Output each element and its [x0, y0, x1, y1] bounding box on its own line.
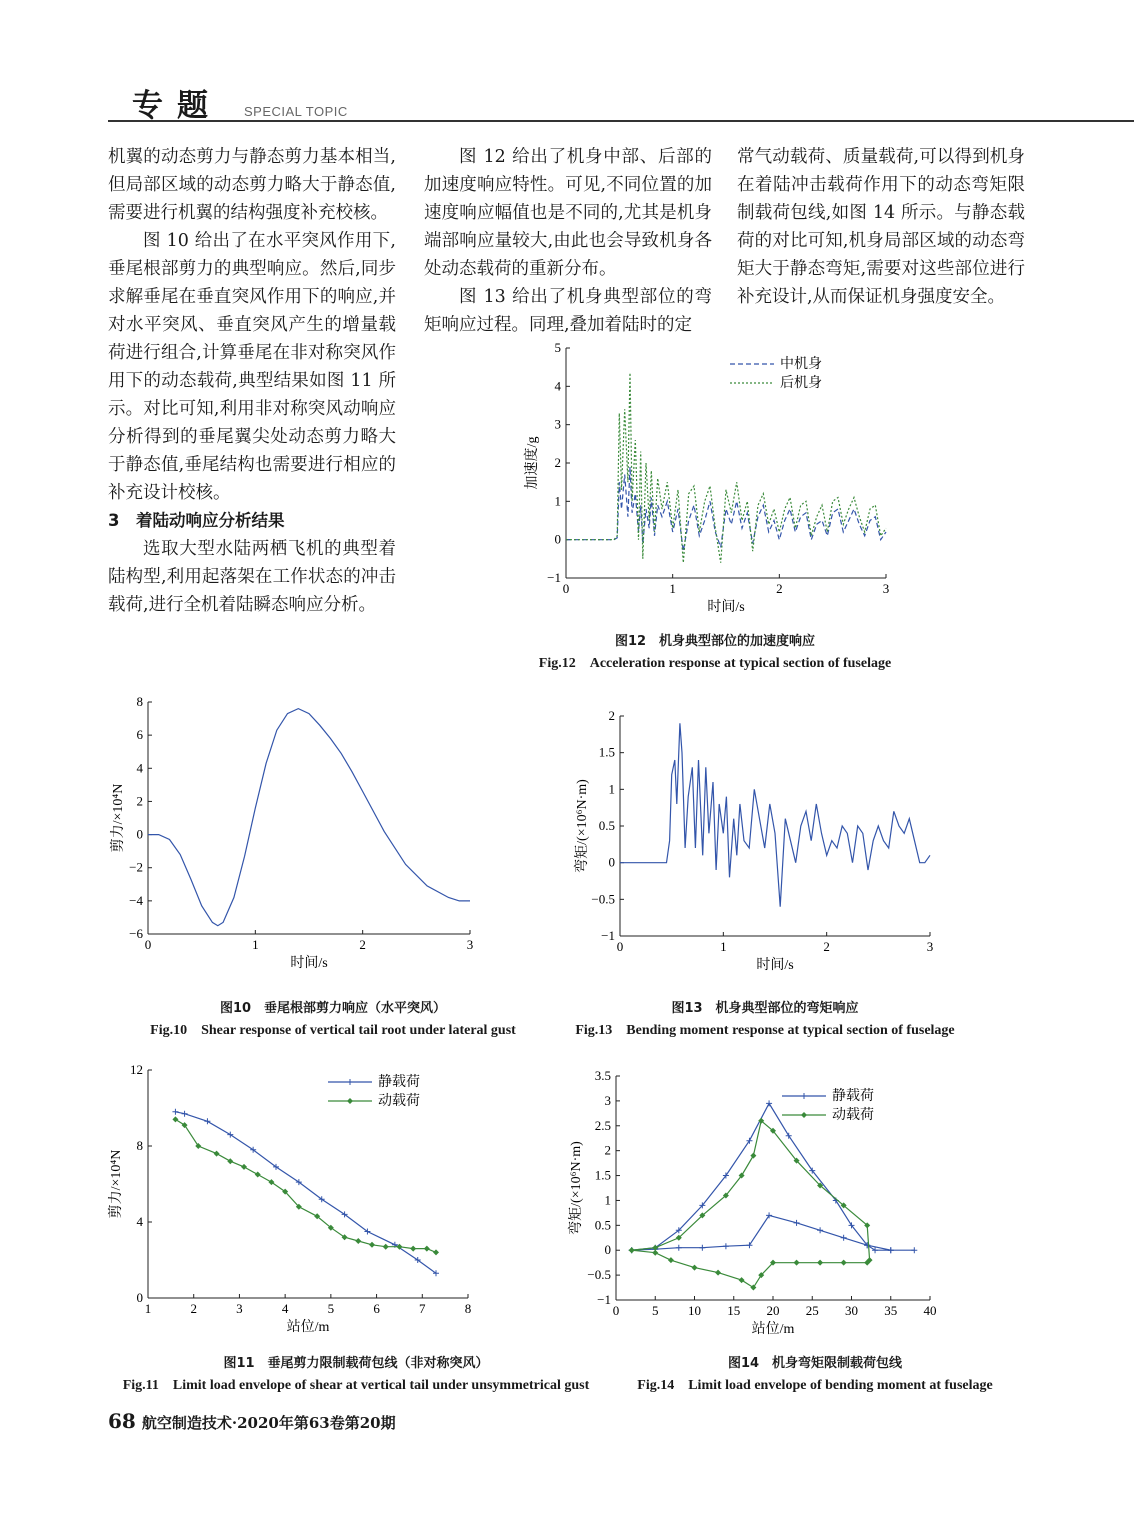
x-tick-label: 3: [926, 939, 934, 954]
y-tick-label: 2: [604, 1142, 611, 1158]
data-point: [766, 1100, 772, 1106]
y-tick-label: −1: [597, 1292, 611, 1307]
data-point: [746, 1242, 752, 1248]
series-line: [175, 1112, 436, 1274]
y-tick-label: 8: [136, 694, 143, 709]
x-tick-label: 2: [823, 939, 830, 954]
x-tick-label: 1: [144, 1301, 152, 1316]
y-tick-label: 6: [136, 727, 143, 743]
legend-label: 动载荷: [378, 1094, 420, 1109]
data-point: [715, 1270, 721, 1276]
text-column-3: [737, 143, 1025, 311]
x-tick-label: 0: [144, 937, 152, 952]
paragraph: 选取大型水陆两栖飞机的典型着陆构型,利用起落架在工作状态的冲击载荷,进行全机着陆瞬态响应分析。: [108, 539, 396, 615]
x-tick-label: 30: [845, 1303, 858, 1318]
x-tick-label: 4: [281, 1301, 289, 1316]
x-tick-label: 2: [359, 937, 366, 952]
y-tick-label: 1.5: [594, 1167, 611, 1183]
data-point: [424, 1246, 430, 1252]
legend-marker: [347, 1098, 353, 1104]
y-tick-label: 8: [136, 1138, 143, 1153]
x-tick-label: 15: [727, 1303, 741, 1318]
data-point: [214, 1151, 220, 1157]
x-tick-label: 40: [923, 1303, 937, 1318]
paragraph: 常气动载荷、质量载荷,可以得到机身在着陆冲击载荷作用下的动态弯矩限制载荷包线,如图 14 所示。与静态载荷的对比可知,机身局部区域的动态弯矩大于静态弯矩,需要对这些部位进行补充设计,从而保证机身强度安全。: [737, 147, 1025, 307]
y-tick-label: −1: [547, 570, 561, 585]
paragraph: 图 12 给出了机身中部、后部的加速度响应特性。可见,不同位置的加速度响应幅值也是不同的,尤其是机身端部响应量较大,由此也会导致机身各处动态载荷的重新分布。: [424, 147, 712, 279]
data-point: [739, 1277, 745, 1283]
y-tick-label: 0: [554, 531, 561, 547]
fig10-chart: [108, 692, 488, 978]
legend-label: 静载荷: [378, 1075, 420, 1090]
section-heading: 3 着陆动响应分析结果: [108, 511, 285, 530]
y-tick-label: 0: [608, 854, 615, 870]
x-tick-label: 5: [652, 1303, 659, 1318]
data-point: [794, 1220, 800, 1226]
data-point: [750, 1153, 756, 1159]
fig12-caption-en: Fig.12 Acceleration response at typical section of fuselage: [538, 656, 892, 671]
y-axis-label: 弯矩/(×10⁶N·m): [569, 1141, 584, 1235]
data-point: [629, 1247, 635, 1253]
data-point: [383, 1244, 389, 1250]
x-tick-label: 0: [562, 581, 570, 596]
series-line: [632, 1121, 870, 1288]
y-tick-label: 1: [604, 1192, 611, 1208]
data-point: [841, 1235, 847, 1241]
data-point: [699, 1245, 705, 1251]
data-point: [872, 1247, 878, 1253]
data-point: [723, 1243, 729, 1249]
fig13-chart: [572, 706, 942, 978]
y-axis-label: 剪力/×10⁴N: [111, 783, 126, 853]
fig10-caption-cn: 图10 垂尾根部剪力响应（水平突风）: [219, 1001, 447, 1016]
y-tick-label: 1: [608, 781, 615, 797]
data-point: [255, 1172, 261, 1178]
y-tick-label: −0.5: [591, 891, 615, 907]
y-tick-label: 0: [604, 1242, 611, 1258]
series-line: [175, 1119, 436, 1252]
paragraph: 机翼的动态剪力与静态剪力基本相当,但局部区域的动态剪力略大于静态值,需要进行机翼的结构强度补充校核。: [108, 147, 396, 223]
fig14-chart: [566, 1066, 946, 1342]
header-rule: [108, 120, 1134, 122]
y-tick-label: 4: [136, 1214, 143, 1229]
legend-label: 后机身: [780, 376, 822, 391]
y-tick-label: −0.5: [587, 1267, 611, 1283]
x-tick-label: 6: [373, 1301, 380, 1316]
legend-label: 中机身: [780, 357, 822, 372]
fig12-caption-cn: 图12 机身典型部位的加速度响应: [614, 634, 816, 649]
x-tick-label: 20: [766, 1303, 780, 1318]
x-tick-label: 7: [419, 1301, 426, 1316]
fig13-caption-cn: 图13 机身典型部位的弯矩响应: [671, 1001, 859, 1016]
page-number: 68: [108, 1409, 136, 1433]
x-tick-label: 2: [190, 1301, 197, 1316]
data-point: [676, 1245, 682, 1251]
x-tick-label: 2: [776, 581, 783, 596]
data-point: [911, 1247, 917, 1253]
header-title: 专题: [132, 88, 222, 124]
y-axis-label: 弯矩/(×10⁶N·m): [575, 779, 590, 873]
y-tick-label: 3.5: [594, 1068, 611, 1083]
paragraph: 图 10 给出了在水平突风作用下,垂尾根部剪力的典型响应。然后,同步求解垂尾在垂直突风作用下的响应,并对水平突风、垂直突风产生的增量载荷进行组合,计算垂尾在非对称突风作用下的动态载荷,典型结果如图 11 所示。对比可知,利用非对称突风动响应分析得到的垂尾翼尖处动态剪力略大于静态值,垂尾结构也需要进行相应的补充设计校核。: [108, 231, 396, 503]
page-footer: [108, 1409, 396, 1433]
x-axis-label: 站位/m: [286, 1320, 330, 1335]
x-tick-label: 25: [805, 1303, 819, 1318]
y-tick-label: 4: [136, 760, 143, 776]
data-point: [841, 1260, 847, 1266]
fig11-caption-cn: 图11 垂尾剪力限制载荷包线（非对称突风）: [223, 1356, 489, 1371]
y-tick-label: 0: [136, 826, 143, 842]
data-point: [652, 1250, 658, 1256]
data-point: [888, 1247, 894, 1253]
fig11-chart: [106, 1060, 482, 1342]
y-tick-label: 0.5: [598, 818, 615, 833]
y-tick-label: 5: [554, 340, 561, 355]
x-tick-label: 0: [612, 1303, 620, 1318]
x-tick-label: 8: [464, 1301, 472, 1316]
header-subtitle: SPECIAL TOPIC: [244, 104, 348, 119]
x-tick-label: 3: [882, 581, 890, 596]
y-tick-label: 3: [604, 1092, 611, 1108]
y-tick-label: 2.5: [594, 1117, 611, 1133]
y-tick-label: 4: [554, 378, 561, 394]
x-axis-label: 时间/s: [707, 600, 745, 615]
data-point: [750, 1285, 756, 1291]
y-tick-label: 1: [554, 493, 561, 509]
data-point: [172, 1109, 178, 1115]
series-line: [566, 373, 886, 563]
y-tick-label: −1: [601, 928, 615, 943]
y-tick-label: 1.5: [598, 744, 615, 760]
data-point: [410, 1246, 416, 1252]
y-tick-label: 2: [608, 708, 615, 723]
y-axis-label: 剪力/×10⁴N: [109, 1149, 124, 1219]
series-line: [620, 723, 930, 906]
fig10-caption-en: Fig.10 Shear response of vertical tail root under lateral gust: [150, 1023, 516, 1038]
data-point: [241, 1164, 247, 1170]
y-tick-label: 2: [136, 793, 143, 809]
data-point: [794, 1260, 800, 1266]
x-axis-label: 站位/m: [751, 1322, 795, 1337]
series-line: [566, 467, 886, 551]
text-column-2: [424, 143, 712, 339]
x-tick-label: 1: [669, 581, 676, 596]
x-tick-label: 35: [884, 1303, 898, 1318]
data-point: [369, 1242, 375, 1248]
y-tick-label: −4: [129, 892, 143, 908]
data-point: [355, 1238, 361, 1244]
data-point: [227, 1158, 233, 1164]
fig12-chart: [522, 340, 908, 624]
y-tick-label: 2: [554, 455, 561, 470]
legend-label: 静载荷: [832, 1089, 874, 1104]
data-point: [692, 1265, 698, 1271]
fig13-caption-en: Fig.13 Bending moment response at typical section of fuselage: [575, 1023, 955, 1038]
y-tick-label: −6: [129, 926, 143, 941]
legend-marker: [801, 1093, 807, 1099]
series-line: [632, 1103, 915, 1250]
data-point: [172, 1116, 178, 1122]
text-column-1: [108, 143, 396, 619]
data-point: [766, 1212, 772, 1218]
data-point: [817, 1260, 823, 1266]
legend-label: 动载荷: [832, 1108, 874, 1123]
x-axis-label: 时间/s: [290, 956, 328, 971]
y-tick-label: 12: [130, 1062, 143, 1077]
fig11-caption-en: Fig.11 Limit load envelope of shear at vertical tail under unsymmetrical gust: [122, 1378, 590, 1393]
paragraph: 图 13 给出了机身典型部位的弯矩响应过程。同理,叠加着陆时的定: [424, 287, 712, 335]
data-point: [182, 1111, 188, 1117]
data-point: [668, 1257, 674, 1263]
x-tick-label: 3: [466, 937, 474, 952]
x-tick-label: 0: [616, 939, 624, 954]
y-axis-label: 加速度/g: [525, 436, 540, 490]
data-point: [433, 1249, 439, 1255]
legend-marker: [801, 1112, 807, 1118]
x-tick-label: 1: [720, 939, 727, 954]
y-tick-label: 0.5: [594, 1217, 611, 1233]
y-tick-label: 3: [554, 416, 561, 432]
data-point: [204, 1118, 210, 1124]
x-tick-label: 3: [236, 1301, 243, 1316]
y-tick-label: −2: [129, 859, 143, 875]
journal-info: 航空制造技术·2020年第63卷第20期: [141, 1414, 396, 1432]
legend-marker: [347, 1079, 353, 1085]
x-axis-label: 时间/s: [756, 958, 794, 973]
data-point: [817, 1227, 823, 1233]
x-tick-label: 10: [688, 1303, 701, 1318]
x-tick-label: 5: [327, 1301, 335, 1316]
x-tick-label: 1: [252, 937, 259, 952]
data-point: [195, 1143, 201, 1149]
series-line: [148, 709, 470, 926]
fig14-caption-en: Fig.14 Limit load envelope of bending moment at fuselage: [637, 1378, 993, 1393]
fig14-caption-cn: 图14 机身弯矩限制载荷包线: [727, 1356, 903, 1371]
y-tick-label: 0: [136, 1290, 143, 1305]
